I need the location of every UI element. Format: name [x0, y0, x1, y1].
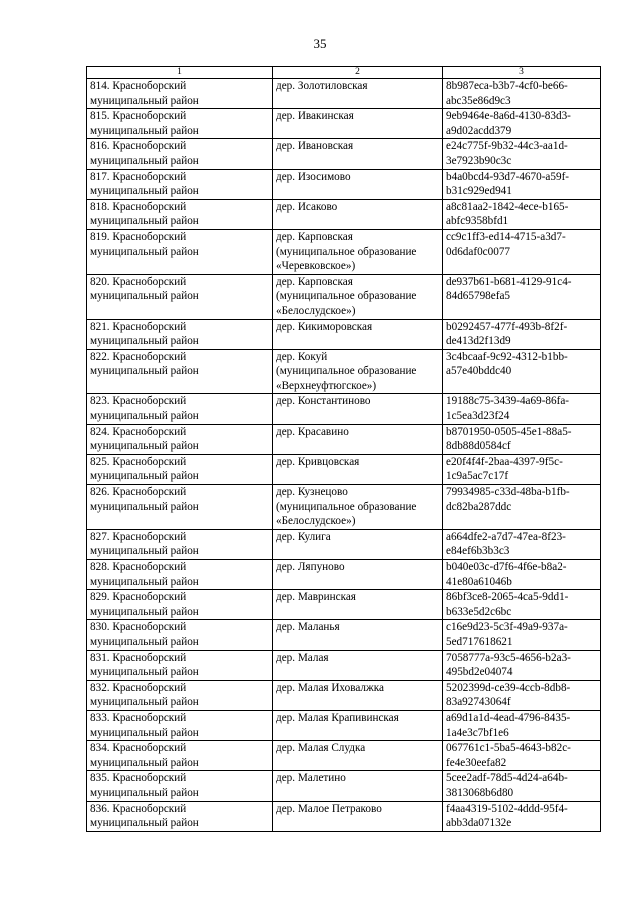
cell-line: 495bd2e04074	[446, 666, 513, 679]
cell-line: 829. Красноборский	[90, 591, 187, 604]
cell-line: муниципальный район	[90, 605, 199, 618]
header-row	[87, 67, 601, 79]
cell-line: abb3da07132e	[446, 817, 512, 830]
cell-line: муниципальный район	[90, 365, 199, 378]
municipal-district-cell	[87, 741, 273, 771]
cell-line: a8c81aa2-1842-4ece-b165-	[446, 200, 569, 213]
cell-line: (муниципальное образование	[276, 290, 417, 303]
municipal-district-cell	[87, 650, 273, 680]
cell-line: e84ef6b3b3c3	[446, 545, 510, 558]
cell-line: 830. Красноборский	[90, 621, 187, 634]
cell-line: 8db88d0584cf	[446, 440, 511, 453]
table-row	[87, 560, 601, 590]
cell-line: abc35e86d9c3	[446, 94, 511, 107]
cell-line: дер. Кулига	[276, 530, 331, 543]
cell-line: муниципальный район	[90, 440, 199, 453]
identifier-cell	[443, 560, 601, 590]
table-row	[87, 741, 601, 771]
identifier-cell	[443, 485, 601, 530]
cell-line: 834. Красноборский	[90, 742, 187, 755]
table-row	[87, 79, 601, 109]
cell-line: de413d2f13d9	[446, 335, 511, 348]
cell-line: f4aa4319-5102-4ddd-95f4-	[446, 802, 568, 815]
cell-line: 818. Красноборский	[90, 200, 187, 213]
table-row	[87, 680, 601, 710]
identifier-cell	[443, 650, 601, 680]
settlement-name-cell	[273, 454, 443, 484]
cell-line: 816. Красноборский	[90, 140, 187, 153]
cell-line: муниципальный район	[90, 290, 199, 303]
cell-line: «Черевковское»)	[276, 260, 356, 273]
cell-line: 821. Красноборский	[90, 320, 187, 333]
cell-line: муниципальный район	[90, 756, 199, 769]
settlement-name-cell	[273, 394, 443, 424]
cell-line: дер. Изосимово	[276, 170, 351, 183]
settlement-name-cell	[273, 139, 443, 169]
municipal-district-cell	[87, 319, 273, 349]
cell-line: дер. Малая Иховалжка	[276, 681, 384, 694]
identifier-cell	[443, 590, 601, 620]
cell-line: de937b61-b681-4129-91c4-	[446, 275, 572, 288]
identifier-cell	[443, 349, 601, 394]
cell-line: b040e03c-d7f6-4f6e-b8a2-	[446, 561, 567, 573]
cell-line: 9eb9464e-8a6d-4130-83d3-	[446, 110, 571, 123]
cell-line: 814. Красноборский	[90, 80, 187, 92]
cell-line: дер. Малая Слудка	[276, 742, 366, 755]
cell-line: 833. Красноборский	[90, 711, 187, 724]
cell-line: cc9c1ff3-ed14-4715-a3d7-	[446, 230, 566, 243]
identifier-cell	[443, 680, 601, 710]
cell-line: 1c9a5ac7c17f	[446, 470, 509, 483]
cell-line: дер. Маланья	[276, 621, 340, 634]
cell-line: дер. Мавринская	[276, 591, 356, 604]
cell-line: муниципальный район	[90, 666, 199, 679]
cell-line: муниципальный район	[90, 410, 199, 423]
cell-line: (муниципальное образование	[276, 245, 417, 258]
column-header-3: 3	[443, 67, 601, 79]
identifier-cell	[443, 424, 601, 454]
cell-line: fe4e30eefa82	[446, 756, 507, 769]
identifier-cell	[443, 319, 601, 349]
identifier-cell	[443, 620, 601, 650]
settlement-name-cell	[273, 560, 443, 590]
cell-line: 84d65798efa5	[446, 290, 511, 303]
municipal-district-cell	[87, 229, 273, 274]
table-row	[87, 650, 601, 680]
cell-line: a664dfe2-a7d7-47ea-8f23-	[446, 530, 566, 543]
identifier-cell	[443, 199, 601, 229]
identifier-cell	[443, 394, 601, 424]
settlement-name-cell	[273, 590, 443, 620]
municipal-district-cell	[87, 139, 273, 169]
cell-line: 86bf3ce8-2065-4ca5-9dd1-	[446, 591, 569, 604]
cell-line: «Белослудское»)	[276, 304, 356, 317]
cell-line: муниципальный район	[90, 185, 199, 198]
settlement-name-cell	[273, 710, 443, 740]
settlement-name-cell	[273, 79, 443, 109]
table-row	[87, 274, 601, 319]
table-row	[87, 424, 601, 454]
cell-line: муниципальный район	[90, 726, 199, 739]
identifier-cell	[443, 109, 601, 139]
cell-line: e24c775f-9b32-44c3-aa1d-	[446, 140, 568, 153]
identifier-cell	[443, 454, 601, 484]
cell-line: дер. Кузнецово	[276, 486, 348, 499]
cell-line: муниципальный район	[90, 335, 199, 348]
cell-line: (муниципальное образование	[276, 365, 417, 378]
cell-line: муниципальный район	[90, 470, 199, 483]
cell-line: b633e5d2c6bc	[446, 605, 512, 618]
settlement-name-cell	[273, 169, 443, 199]
column-header-1: 1	[87, 67, 273, 79]
cell-line: 3813068b6d80	[446, 786, 514, 799]
cell-line: дер. Кикиморовская	[276, 320, 373, 333]
cell-line: дер. Исаково	[276, 200, 338, 213]
settlement-name-cell	[273, 741, 443, 771]
cell-line: 824. Красноборский	[90, 425, 187, 438]
settlement-name-cell	[273, 680, 443, 710]
cell-line: дер. Красавино	[276, 425, 349, 438]
cell-line: 8b987eca-b3b7-4cf0-be66-	[446, 80, 568, 92]
municipal-district-cell	[87, 199, 273, 229]
cell-line: муниципальный район	[90, 154, 199, 167]
table-header	[87, 67, 601, 79]
cell-line: 827. Красноборский	[90, 530, 187, 543]
settlement-name-cell	[273, 274, 443, 319]
table-row	[87, 109, 601, 139]
municipal-district-cell	[87, 349, 273, 394]
municipal-district-cell	[87, 79, 273, 109]
cell-line: 819. Красноборский	[90, 230, 187, 243]
municipal-district-cell	[87, 590, 273, 620]
identifier-cell	[443, 529, 601, 559]
table-row	[87, 454, 601, 484]
municipal-district-cell	[87, 560, 273, 590]
cell-line: дер. Ивановская	[276, 140, 354, 153]
cell-line: 836. Красноборский	[90, 802, 187, 815]
page-number: 35	[313, 36, 327, 51]
cell-line: дер. Ляпуново	[276, 561, 345, 573]
identifier-cell	[443, 741, 601, 771]
cell-line: 820. Красноборский	[90, 275, 187, 288]
cell-line: 19188c75-3439-4a69-86fa-	[446, 395, 570, 408]
cell-line: 1c5ea3d23f24	[446, 410, 510, 423]
cell-line: 817. Красноборский	[90, 170, 187, 183]
cell-line: муниципальный район	[90, 817, 199, 830]
table-row	[87, 529, 601, 559]
table-row	[87, 139, 601, 169]
cell-line: (муниципальное образование	[276, 500, 417, 513]
settlement-name-cell	[273, 424, 443, 454]
table-body	[87, 79, 601, 832]
cell-line: 828. Красноборский	[90, 561, 187, 573]
cell-line: a57e40bddc40	[446, 365, 512, 378]
table-row	[87, 771, 601, 801]
cell-line: дер. Кокуй	[276, 350, 328, 363]
municipal-district-cell	[87, 680, 273, 710]
cell-line: муниципальный район	[90, 786, 199, 799]
cell-line: 5202399d-ce39-4ccb-8db8-	[446, 681, 571, 694]
table-row	[87, 349, 601, 394]
table-row	[87, 710, 601, 740]
cell-line: дер. Малетино	[276, 772, 346, 785]
cell-line: дер. Малая Крапивинская	[276, 711, 399, 724]
cell-line: 7058777a-93c5-4656-b2a3-	[446, 651, 571, 664]
identifier-cell	[443, 169, 601, 199]
cell-line: дер. Карповская	[276, 275, 353, 288]
municipal-district-cell	[87, 771, 273, 801]
cell-line: 3e7923b90c3c	[446, 154, 512, 167]
municipal-district-cell	[87, 454, 273, 484]
cell-line: a69d1a1d-4ead-4796-8435-	[446, 711, 571, 724]
cell-line: дер. Ивакинская	[276, 110, 354, 123]
cell-line: a9d02acdd379	[446, 124, 512, 137]
settlement-name-cell	[273, 485, 443, 530]
cell-line: дер. Кривцовская	[276, 455, 360, 468]
cell-line: «Верхнеуфтюгское»)	[276, 379, 377, 392]
identifier-cell	[443, 710, 601, 740]
table-row	[87, 319, 601, 349]
settlement-name-cell	[273, 529, 443, 559]
settlement-name-cell	[273, 801, 443, 831]
cell-line: b31c929ed941	[446, 185, 512, 198]
municipal-district-cell	[87, 529, 273, 559]
cell-line: дер. Золотиловская	[276, 80, 368, 92]
cell-line: дер. Карповская	[276, 230, 353, 243]
municipal-district-cell	[87, 710, 273, 740]
table-row	[87, 590, 601, 620]
municipal-district-cell	[87, 274, 273, 319]
settlement-name-cell	[273, 319, 443, 349]
cell-line: c16e9d23-5c3f-49a9-937a-	[446, 621, 568, 634]
cell-line: dc82ba287ddc	[446, 500, 512, 513]
cell-line: 83a92743064f	[446, 696, 511, 709]
cell-line: 067761c1-5ba5-4643-b82c-	[446, 742, 571, 755]
settlement-name-cell	[273, 199, 443, 229]
municipal-district-cell	[87, 394, 273, 424]
identifier-cell	[443, 274, 601, 319]
cell-line: 831. Красноборский	[90, 651, 187, 664]
table-row	[87, 169, 601, 199]
table-row	[87, 199, 601, 229]
table-row	[87, 229, 601, 274]
cell-line: 822. Красноборский	[90, 350, 187, 363]
cell-line: дер. Малая	[276, 651, 329, 664]
cell-line: муниципальный район	[90, 245, 199, 258]
settlement-name-cell	[273, 620, 443, 650]
cell-line: 5cee2adf-78d5-4d24-a64b-	[446, 772, 568, 785]
cell-line: b4a0bcd4-93d7-4670-a59f-	[446, 170, 570, 183]
municipal-district-cell	[87, 620, 273, 650]
settlement-name-cell	[273, 109, 443, 139]
cell-line: 1a4e3c7bf1e6	[446, 726, 509, 739]
cell-line: муниципальный район	[90, 94, 199, 107]
cell-line: 823. Красноборский	[90, 395, 187, 408]
table-row	[87, 485, 601, 530]
cell-line: abfc9358bfd1	[446, 215, 509, 228]
cell-line: 815. Красноборский	[90, 110, 187, 123]
table-row	[87, 801, 601, 831]
municipal-district-cell	[87, 109, 273, 139]
identifier-cell	[443, 801, 601, 831]
cell-line: дер. Константиново	[276, 395, 371, 408]
cell-line: муниципальный район	[90, 545, 199, 558]
cell-line: муниципальный район	[90, 575, 199, 588]
cell-line: 0d6daf0c0077	[446, 245, 511, 258]
cell-line: b0292457-477f-493b-8f2f-	[446, 320, 568, 333]
cell-line: муниципальный район	[90, 215, 199, 228]
municipal-district-cell	[87, 169, 273, 199]
table-row	[87, 620, 601, 650]
cell-line: 41e80a61046b	[446, 575, 512, 588]
municipal-district-cell	[87, 801, 273, 831]
cell-line: b8701950-0505-45e1-88a5-	[446, 425, 572, 438]
cell-line: дер. Малое Петраково	[276, 802, 382, 815]
settlement-name-cell	[273, 771, 443, 801]
registry-table	[86, 66, 601, 832]
settlement-name-cell	[273, 349, 443, 394]
cell-line: 3c4bcaaf-9c92-4312-b1bb-	[446, 350, 568, 363]
settlement-name-cell	[273, 650, 443, 680]
cell-line: 5ed717618621	[446, 635, 513, 648]
cell-line: 825. Красноборский	[90, 455, 187, 468]
cell-line: e20f4f4f-2baa-4397-9f5c-	[446, 455, 563, 468]
cell-line: муниципальный район	[90, 696, 199, 709]
cell-line: 832. Красноборский	[90, 681, 187, 694]
municipal-district-cell	[87, 485, 273, 530]
cell-line: 79934985-c33d-48ba-b1fb-	[446, 486, 570, 499]
table-row	[87, 394, 601, 424]
identifier-cell	[443, 139, 601, 169]
cell-line: 826. Красноборский	[90, 486, 187, 499]
settlement-name-cell	[273, 229, 443, 274]
cell-line: муниципальный район	[90, 635, 199, 648]
municipal-district-cell	[87, 424, 273, 454]
identifier-cell	[443, 771, 601, 801]
cell-line: 835. Красноборский	[90, 772, 187, 785]
cell-line: муниципальный район	[90, 124, 199, 137]
cell-line: «Белослудское»)	[276, 515, 356, 528]
identifier-cell	[443, 79, 601, 109]
cell-line: муниципальный район	[90, 500, 199, 513]
column-header-2: 2	[273, 67, 443, 79]
identifier-cell	[443, 229, 601, 274]
